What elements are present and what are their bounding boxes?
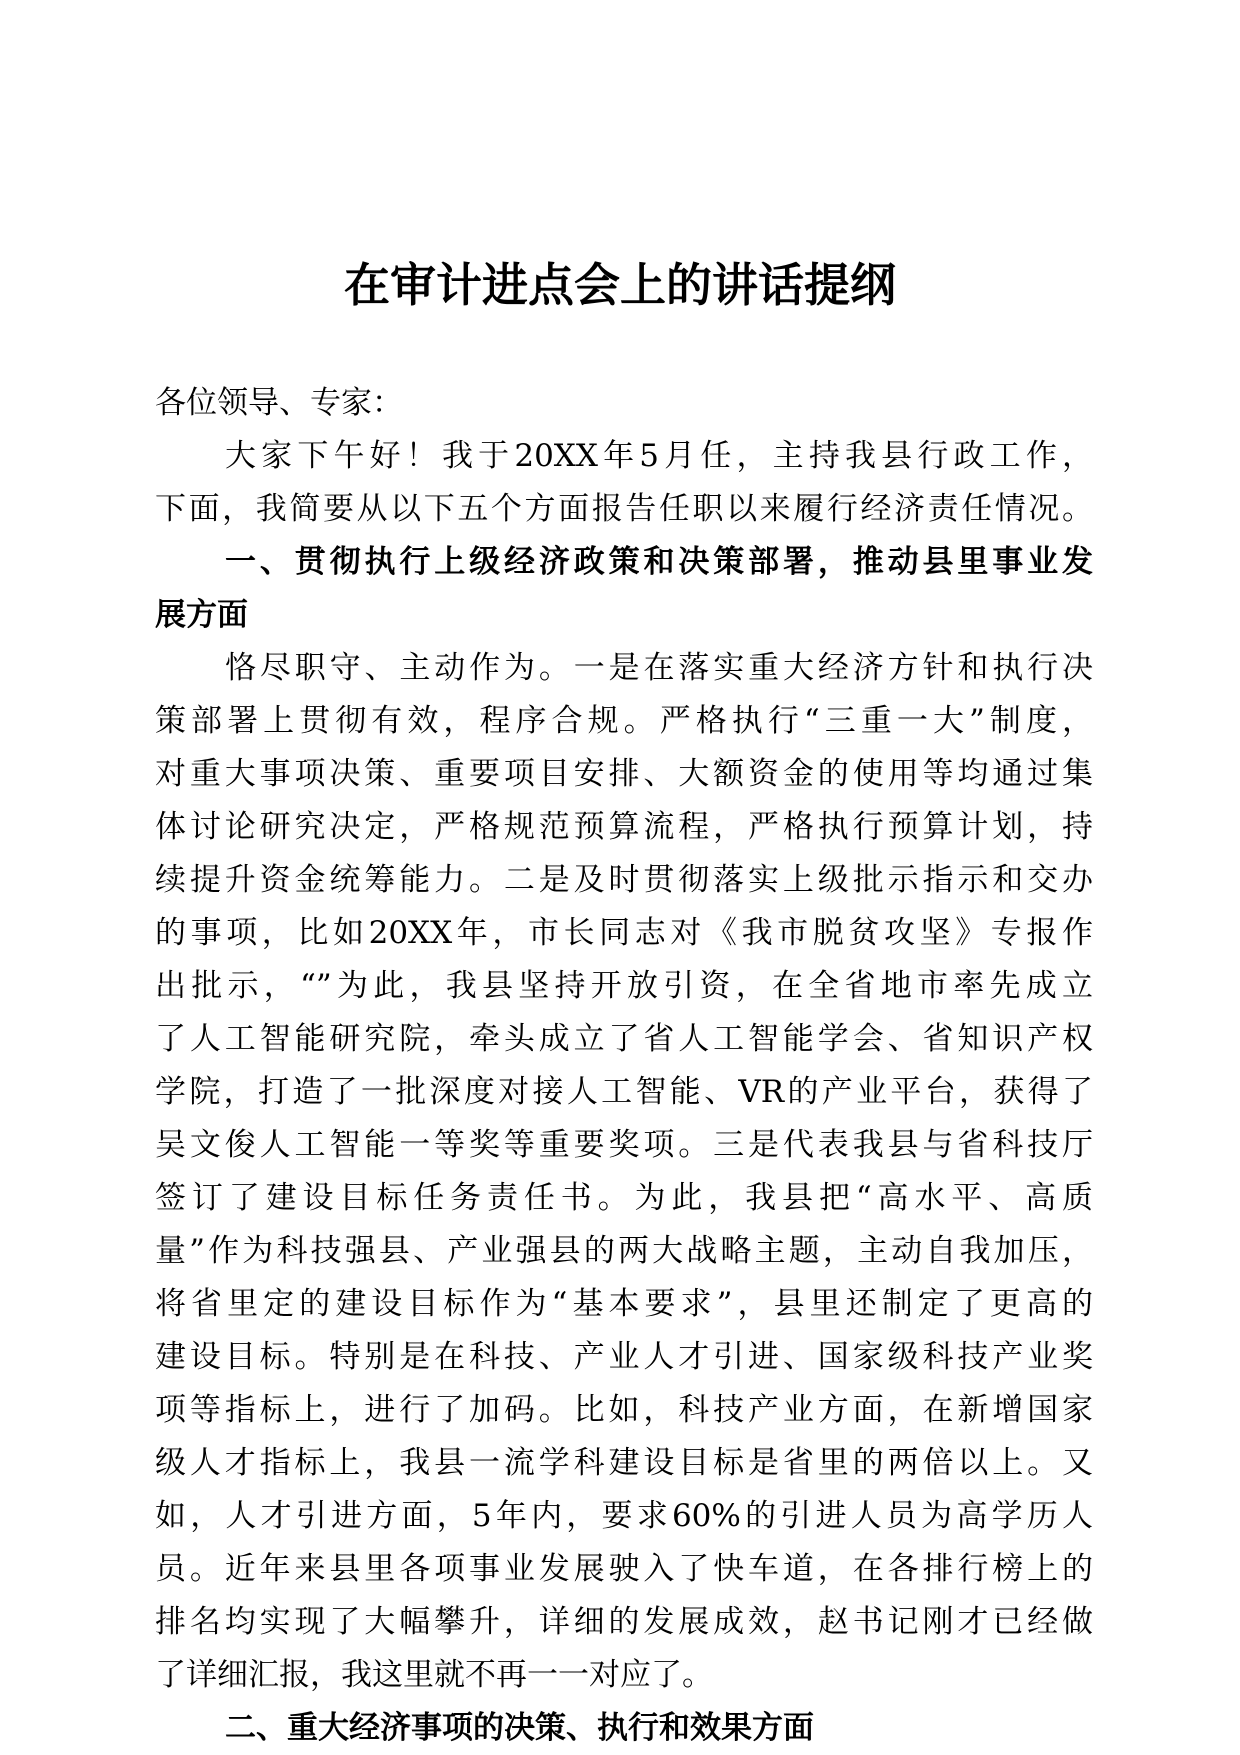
paragraph-line: 排名均实现了大幅攀升，详细的发展成效，赵书记刚才已经做 (155, 1604, 1093, 1640)
section-heading: 展方面 (155, 597, 248, 633)
paragraph-line: 了人工智能研究院，牵头成立了省人工智能学会、省知识产权 (155, 1021, 1093, 1057)
document-body (155, 377, 1093, 1755)
paragraph-line: 策部署上贯彻有效，程序合规。严格执行“三重一大”制度， (155, 703, 1093, 739)
paragraph-line: 体讨论研究决定，严格规范预算流程，严格执行预算计划，持 (155, 809, 1093, 845)
paragraph-line: 签订了建设目标任务责任书。为此，我县把“高水平、高质 (155, 1180, 1093, 1216)
paragraph-line: 建设目标。特别是在科技、产业人才引进、国家级科技产业奖 (155, 1339, 1093, 1375)
paragraph-line: 级人才指标上，我县一流学科建设目标是省里的两倍以上。又 (155, 1445, 1093, 1481)
paragraph-line: 项等指标上，进行了加码。比如，科技产业方面，在新增国家 (155, 1392, 1093, 1428)
section-heading: 一、贯彻执行上级经济政策和决策部署，推动县里事业发 (225, 544, 1093, 580)
paragraph-line: 出批示，“”为此，我县坚持开放引资，在全省地市率先成立 (155, 968, 1093, 1004)
paragraph-line: 量”作为科技强县、产业强县的两大战略主题，主动自我加压， (155, 1233, 1093, 1269)
salutation: 各位领导、专家： (155, 385, 403, 421)
paragraph-line: 恪尽职守、主动作为。一是在落实重大经济方针和执行决 (225, 650, 1093, 686)
paragraph-line: 大家下午好！我于20XX年5月任，主持我县行政工作， (225, 438, 1093, 474)
paragraph-line: 学院，打造了一批深度对接人工智能、VR的产业平台，获得了 (155, 1074, 1093, 1110)
paragraph-line: 如，人才引进方面，5年内，要求60%的引进人员为高学历人 (155, 1498, 1093, 1534)
paragraph-line: 下面，我简要从以下五个方面报告任职以来履行经济责任情况。 (155, 491, 1093, 527)
paragraph-line: 续提升资金统筹能力。二是及时贯彻落实上级批示指示和交办 (155, 862, 1093, 898)
paragraph-line: 了详细汇报，我这里就不再一一对应了。 (155, 1657, 713, 1693)
document-title: 在审计进点会上的讲话提纲 (344, 258, 896, 312)
paragraph-line: 员。近年来县里各项事业发展驶入了快车道，在各排行榜上的 (155, 1551, 1093, 1587)
paragraph-line: 吴文俊人工智能一等奖等重要奖项。三是代表我县与省科技厅 (155, 1127, 1093, 1163)
paragraph-line: 的事项，比如20XX年，市长同志对《我市脱贫攻坚》专报作 (155, 915, 1093, 951)
section-heading: 二、重大经济事项的决策、执行和效果方面 (225, 1710, 814, 1746)
paragraph-line: 将省里定的建设目标作为“基本要求”，县里还制定了更高的 (155, 1286, 1093, 1322)
paragraph-line: 对重大事项决策、重要项目安排、大额资金的使用等均通过集 (155, 756, 1093, 792)
